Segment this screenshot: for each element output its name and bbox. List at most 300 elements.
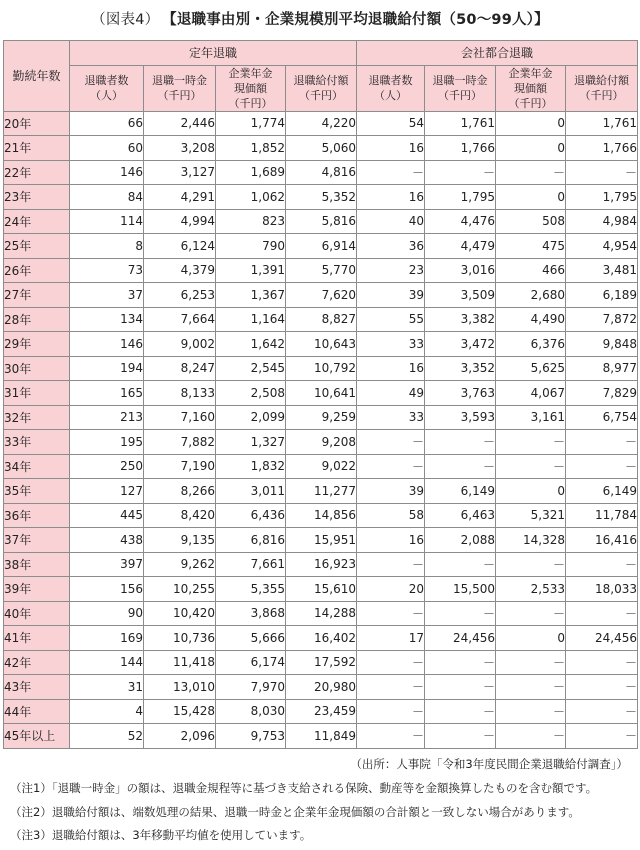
value-cell: 14,328 xyxy=(496,528,566,553)
value-cell: 7,664 xyxy=(144,307,216,332)
value-cell: 4,291 xyxy=(144,185,216,210)
value-cell: 466 xyxy=(496,258,566,283)
tenure-cell: 30年 xyxy=(4,356,70,381)
value-cell: 16,416 xyxy=(566,528,638,553)
value-cell: 438 xyxy=(70,528,144,553)
value-cell: 17,592 xyxy=(286,650,357,675)
value-cell: 8 xyxy=(70,234,144,259)
group-header-row xyxy=(4,41,638,66)
table-row xyxy=(4,136,638,161)
column-header-line: 企業年金 xyxy=(508,66,553,80)
value-cell: 52 xyxy=(70,724,144,749)
value-cell: － xyxy=(566,454,638,479)
value-cell: 20 xyxy=(357,577,425,602)
value-cell: － xyxy=(496,454,566,479)
value-cell: 169 xyxy=(70,626,144,651)
value-cell: － xyxy=(425,699,496,724)
value-cell: 2,099 xyxy=(216,405,286,430)
value-cell: 195 xyxy=(70,430,144,455)
tenure-cell: 25年 xyxy=(4,234,70,259)
value-cell: 84 xyxy=(70,185,144,210)
table-row xyxy=(4,332,638,357)
value-cell: － xyxy=(357,430,425,455)
value-cell: 15,500 xyxy=(425,577,496,602)
value-cell: － xyxy=(496,160,566,185)
value-cell: － xyxy=(425,650,496,675)
value-cell: 4,954 xyxy=(566,234,638,259)
column-header-line: 退職者数 xyxy=(368,74,413,87)
value-cell: 165 xyxy=(70,381,144,406)
retirement-benefit-table xyxy=(3,40,638,749)
value-cell: 9,135 xyxy=(144,528,216,553)
value-cell: － xyxy=(566,601,638,626)
value-cell: 14,856 xyxy=(286,503,357,528)
tenure-cell: 41年 xyxy=(4,626,70,651)
value-cell: 1,327 xyxy=(216,430,286,455)
value-cell: 7,620 xyxy=(286,283,357,308)
value-cell: 5,355 xyxy=(216,577,286,602)
tenure-cell: 36年 xyxy=(4,503,70,528)
column-header xyxy=(216,65,286,111)
value-cell: 66 xyxy=(70,111,144,136)
column-header-row xyxy=(4,65,638,111)
value-cell: 10,641 xyxy=(286,381,357,406)
value-cell: 73 xyxy=(70,258,144,283)
tenure-cell: 27年 xyxy=(4,283,70,308)
source-note: （出所：人事院「令和3年度民間企業退職給付調査」） xyxy=(350,757,628,771)
value-cell: 10,736 xyxy=(144,626,216,651)
value-cell: － xyxy=(566,160,638,185)
value-cell: － xyxy=(357,601,425,626)
value-cell: 6,376 xyxy=(496,332,566,357)
tenure-cell: 38年 xyxy=(4,552,70,577)
tenure-cell: 35年 xyxy=(4,479,70,504)
tenure-cell: 28年 xyxy=(4,307,70,332)
value-cell: 8,977 xyxy=(566,356,638,381)
value-cell: 4,067 xyxy=(496,381,566,406)
value-cell: 0 xyxy=(496,185,566,210)
value-cell: － xyxy=(496,675,566,700)
tenure-cell: 40年 xyxy=(4,601,70,626)
value-cell: 16 xyxy=(357,136,425,161)
value-cell: 31 xyxy=(70,675,144,700)
value-cell: － xyxy=(425,675,496,700)
value-cell: 37 xyxy=(70,283,144,308)
value-cell: 3,352 xyxy=(425,356,496,381)
table-row xyxy=(4,552,638,577)
value-cell: － xyxy=(357,699,425,724)
value-cell: 4,490 xyxy=(496,307,566,332)
value-cell: 8,133 xyxy=(144,381,216,406)
value-cell: 23 xyxy=(357,258,425,283)
value-cell: 3,127 xyxy=(144,160,216,185)
value-cell: 10,643 xyxy=(286,332,357,357)
value-cell: 114 xyxy=(70,209,144,234)
value-cell: 9,262 xyxy=(144,552,216,577)
value-cell: 4,220 xyxy=(286,111,357,136)
value-cell: 5,321 xyxy=(496,503,566,528)
value-cell: 13,010 xyxy=(144,675,216,700)
value-cell: 508 xyxy=(496,209,566,234)
value-cell: 33 xyxy=(357,332,425,357)
value-cell: 4,994 xyxy=(144,209,216,234)
value-cell: 60 xyxy=(70,136,144,161)
value-cell: － xyxy=(496,699,566,724)
value-cell: 8,420 xyxy=(144,503,216,528)
value-cell: 213 xyxy=(70,405,144,430)
value-cell: － xyxy=(425,724,496,749)
value-cell: 790 xyxy=(216,234,286,259)
value-cell: 5,666 xyxy=(216,626,286,651)
value-cell: － xyxy=(425,160,496,185)
tenure-cell: 43年 xyxy=(4,675,70,700)
table-row xyxy=(4,283,638,308)
value-cell: 15,951 xyxy=(286,528,357,553)
value-cell: － xyxy=(496,601,566,626)
table-row xyxy=(4,209,638,234)
column-header-line: 企業年金 xyxy=(228,66,273,80)
tenure-cell: 33年 xyxy=(4,430,70,455)
table-row xyxy=(4,258,638,283)
value-cell: 144 xyxy=(70,650,144,675)
table-row xyxy=(4,234,638,259)
figure-title xyxy=(0,8,640,29)
value-cell: 2,508 xyxy=(216,381,286,406)
value-cell: 146 xyxy=(70,160,144,185)
tenure-cell: 42年 xyxy=(4,650,70,675)
value-cell: 1,766 xyxy=(425,136,496,161)
value-cell: 11,277 xyxy=(286,479,357,504)
tenure-cell: 24年 xyxy=(4,209,70,234)
note-1: （注1）「退職一時金」の額は、退職金規程等に基づき支給される保険、動産等を金額換算したものを含む額です。 xyxy=(10,781,598,795)
group-header-kaisha: 会社都合退職 xyxy=(357,41,638,66)
value-cell: 6,754 xyxy=(566,405,638,430)
value-cell: 24,456 xyxy=(566,626,638,651)
table-row xyxy=(4,160,638,185)
table-row xyxy=(4,356,638,381)
table-row xyxy=(4,307,638,332)
value-cell: 3,868 xyxy=(216,601,286,626)
column-header-line: （千円） xyxy=(228,96,273,110)
value-cell: 134 xyxy=(70,307,144,332)
value-cell: 4,476 xyxy=(425,209,496,234)
value-cell: 14,288 xyxy=(286,601,357,626)
tenure-cell: 20年 xyxy=(4,111,70,136)
value-cell: 9,753 xyxy=(216,724,286,749)
table-row xyxy=(4,454,638,479)
tenure-cell: 37年 xyxy=(4,528,70,553)
value-cell: 3,481 xyxy=(566,258,638,283)
value-cell: 5,816 xyxy=(286,209,357,234)
value-cell: － xyxy=(566,675,638,700)
value-cell: 2,533 xyxy=(496,577,566,602)
tenure-cell: 45年以上 xyxy=(4,724,70,749)
group-header-teinen: 定年退職 xyxy=(70,41,357,66)
column-header-line: （千円） xyxy=(157,89,202,102)
value-cell: 9,002 xyxy=(144,332,216,357)
value-cell: 9,208 xyxy=(286,430,357,455)
value-cell: 1,774 xyxy=(216,111,286,136)
value-cell: 6,124 xyxy=(144,234,216,259)
value-cell: 16,402 xyxy=(286,626,357,651)
tenure-cell: 44年 xyxy=(4,699,70,724)
table-row xyxy=(4,724,638,749)
value-cell: 15,610 xyxy=(286,577,357,602)
value-cell: 55 xyxy=(357,307,425,332)
value-cell: 6,914 xyxy=(286,234,357,259)
value-cell: 2,680 xyxy=(496,283,566,308)
column-header xyxy=(357,65,425,111)
value-cell: 7,882 xyxy=(144,430,216,455)
value-cell: 6,189 xyxy=(566,283,638,308)
value-cell: 36 xyxy=(357,234,425,259)
value-cell: 39 xyxy=(357,283,425,308)
value-cell: 11,784 xyxy=(566,503,638,528)
value-cell: 15,428 xyxy=(144,699,216,724)
value-cell: 6,463 xyxy=(425,503,496,528)
value-cell: 8,827 xyxy=(286,307,357,332)
table-row xyxy=(4,650,638,675)
column-header-line: （千円） xyxy=(579,89,624,102)
value-cell: 23,459 xyxy=(286,699,357,724)
row-header-tenure: 勤続年数 xyxy=(4,41,70,112)
value-cell: 1,761 xyxy=(566,111,638,136)
table-row xyxy=(4,430,638,455)
value-cell: － xyxy=(566,552,638,577)
value-cell: 16 xyxy=(357,185,425,210)
tenure-cell: 26年 xyxy=(4,258,70,283)
value-cell: 11,849 xyxy=(286,724,357,749)
value-cell: 20,980 xyxy=(286,675,357,700)
value-cell: 7,661 xyxy=(216,552,286,577)
value-cell: 3,509 xyxy=(425,283,496,308)
value-cell: 1,689 xyxy=(216,160,286,185)
value-cell: 3,011 xyxy=(216,479,286,504)
value-cell: 2,096 xyxy=(144,724,216,749)
value-cell: 90 xyxy=(70,601,144,626)
tenure-cell: 32年 xyxy=(4,405,70,430)
value-cell: 5,060 xyxy=(286,136,357,161)
value-cell: 40 xyxy=(357,209,425,234)
value-cell: 7,829 xyxy=(566,381,638,406)
value-cell: 0 xyxy=(496,136,566,161)
value-cell: － xyxy=(496,650,566,675)
table-row xyxy=(4,381,638,406)
value-cell: 1,795 xyxy=(566,185,638,210)
value-cell: 3,472 xyxy=(425,332,496,357)
value-cell: 17 xyxy=(357,626,425,651)
column-header-line: （人） xyxy=(90,89,123,102)
value-cell: 250 xyxy=(70,454,144,479)
value-cell: 156 xyxy=(70,577,144,602)
value-cell: － xyxy=(566,724,638,749)
value-cell: 9,848 xyxy=(566,332,638,357)
table-body xyxy=(4,111,638,748)
value-cell: 33 xyxy=(357,405,425,430)
value-cell: 0 xyxy=(496,626,566,651)
column-header-line: 退職給付額 xyxy=(293,74,349,87)
value-cell: － xyxy=(496,552,566,577)
value-cell: 3,016 xyxy=(425,258,496,283)
value-cell: 10,420 xyxy=(144,601,216,626)
column-header-line: （千円） xyxy=(299,89,343,102)
value-cell: 39 xyxy=(357,479,425,504)
value-cell: － xyxy=(425,552,496,577)
value-cell: 4 xyxy=(70,699,144,724)
value-cell: 127 xyxy=(70,479,144,504)
value-cell: 0 xyxy=(496,479,566,504)
tenure-cell: 39年 xyxy=(4,577,70,602)
value-cell: 5,352 xyxy=(286,185,357,210)
value-cell: 6,253 xyxy=(144,283,216,308)
value-cell: － xyxy=(496,724,566,749)
main-title: 【退職事由別・企業規模別平均退職給付額（50～99人）】 xyxy=(169,12,549,28)
value-cell: － xyxy=(425,454,496,479)
note-2: （注2）退職給付額は、端数処理の結果、退職一時金と企業年金現価額の合計額と一致しない場合があります。 xyxy=(10,805,580,819)
column-header-line: （千円） xyxy=(438,89,483,102)
value-cell: 397 xyxy=(70,552,144,577)
column-header xyxy=(286,65,357,111)
column-header xyxy=(425,65,496,111)
value-cell: － xyxy=(566,430,638,455)
tenure-cell: 23年 xyxy=(4,185,70,210)
value-cell: 4,379 xyxy=(144,258,216,283)
value-cell: 4,984 xyxy=(566,209,638,234)
value-cell: 24,456 xyxy=(425,626,496,651)
table-row xyxy=(4,626,638,651)
value-cell: 49 xyxy=(357,381,425,406)
table-row xyxy=(4,111,638,136)
tenure-cell: 31年 xyxy=(4,381,70,406)
column-header-line: （人） xyxy=(374,89,408,102)
figure-label: （図表4） xyxy=(91,12,160,28)
value-cell: 4,816 xyxy=(286,160,357,185)
column-header-line: （千円） xyxy=(508,96,553,110)
table-row xyxy=(4,405,638,430)
value-cell: 5,770 xyxy=(286,258,357,283)
value-cell: 9,022 xyxy=(286,454,357,479)
value-cell: 1,164 xyxy=(216,307,286,332)
column-header-line: 退職一時金 xyxy=(152,74,207,87)
tenure-cell: 29年 xyxy=(4,332,70,357)
value-cell: 6,816 xyxy=(216,528,286,553)
column-header xyxy=(144,65,216,111)
value-cell: 1,391 xyxy=(216,258,286,283)
table-row xyxy=(4,601,638,626)
value-cell: 3,208 xyxy=(144,136,216,161)
value-cell: － xyxy=(425,601,496,626)
value-cell: 10,792 xyxy=(286,356,357,381)
value-cell: 1,367 xyxy=(216,283,286,308)
value-cell: 3,382 xyxy=(425,307,496,332)
value-cell: 2,088 xyxy=(425,528,496,553)
value-cell: 10,255 xyxy=(144,577,216,602)
column-header-line: 退職給付額 xyxy=(574,74,630,87)
value-cell: － xyxy=(425,430,496,455)
value-cell: 4,479 xyxy=(425,234,496,259)
value-cell: － xyxy=(357,675,425,700)
value-cell: 0 xyxy=(496,111,566,136)
value-cell: 194 xyxy=(70,356,144,381)
value-cell: 6,149 xyxy=(425,479,496,504)
column-header xyxy=(566,65,638,111)
column-header-line: 退職一時金 xyxy=(432,74,488,87)
table-row xyxy=(4,577,638,602)
value-cell: 8,266 xyxy=(144,479,216,504)
value-cell: 16 xyxy=(357,528,425,553)
value-cell: 1,062 xyxy=(216,185,286,210)
table-row xyxy=(4,479,638,504)
column-header-line: 現価額 xyxy=(514,81,548,95)
value-cell: 2,545 xyxy=(216,356,286,381)
value-cell: 1,795 xyxy=(425,185,496,210)
table-row xyxy=(4,503,638,528)
value-cell: 146 xyxy=(70,332,144,357)
value-cell: － xyxy=(357,552,425,577)
value-cell: 7,872 xyxy=(566,307,638,332)
value-cell: 1,766 xyxy=(566,136,638,161)
value-cell: 54 xyxy=(357,111,425,136)
value-cell: 445 xyxy=(70,503,144,528)
value-cell: 6,174 xyxy=(216,650,286,675)
value-cell: － xyxy=(566,699,638,724)
column-header xyxy=(496,65,566,111)
value-cell: 475 xyxy=(496,234,566,259)
value-cell: 1,832 xyxy=(216,454,286,479)
value-cell: 18,033 xyxy=(566,577,638,602)
value-cell: 9,259 xyxy=(286,405,357,430)
table-row xyxy=(4,528,638,553)
value-cell: 1,642 xyxy=(216,332,286,357)
tenure-cell: 21年 xyxy=(4,136,70,161)
value-cell: 16,923 xyxy=(286,552,357,577)
tenure-cell: 22年 xyxy=(4,160,70,185)
value-cell: 7,160 xyxy=(144,405,216,430)
value-cell: 16 xyxy=(357,356,425,381)
value-cell: 2,446 xyxy=(144,111,216,136)
tenure-cell: 34年 xyxy=(4,454,70,479)
value-cell: 8,247 xyxy=(144,356,216,381)
value-cell: 7,970 xyxy=(216,675,286,700)
table-row xyxy=(4,675,638,700)
column-header xyxy=(70,65,144,111)
value-cell: 1,761 xyxy=(425,111,496,136)
value-cell: － xyxy=(357,650,425,675)
value-cell: 3,161 xyxy=(496,405,566,430)
value-cell: 6,436 xyxy=(216,503,286,528)
column-header-line: 現価額 xyxy=(234,81,267,95)
note-3: （注3）退職給付額は、3年移動平均値を使用しています。 xyxy=(10,828,312,842)
value-cell: 1,852 xyxy=(216,136,286,161)
value-cell: 7,190 xyxy=(144,454,216,479)
value-cell: － xyxy=(357,724,425,749)
value-cell: 3,763 xyxy=(425,381,496,406)
table-row xyxy=(4,699,638,724)
value-cell: － xyxy=(566,650,638,675)
value-cell: 6,149 xyxy=(566,479,638,504)
value-cell: 11,418 xyxy=(144,650,216,675)
column-header-line: 退職者数 xyxy=(84,74,129,87)
value-cell: 823 xyxy=(216,209,286,234)
value-cell: 5,625 xyxy=(496,356,566,381)
value-cell: － xyxy=(496,430,566,455)
value-cell: 8,030 xyxy=(216,699,286,724)
table-row xyxy=(4,185,638,210)
value-cell: 3,593 xyxy=(425,405,496,430)
value-cell: － xyxy=(357,454,425,479)
value-cell: 58 xyxy=(357,503,425,528)
value-cell: － xyxy=(357,160,425,185)
